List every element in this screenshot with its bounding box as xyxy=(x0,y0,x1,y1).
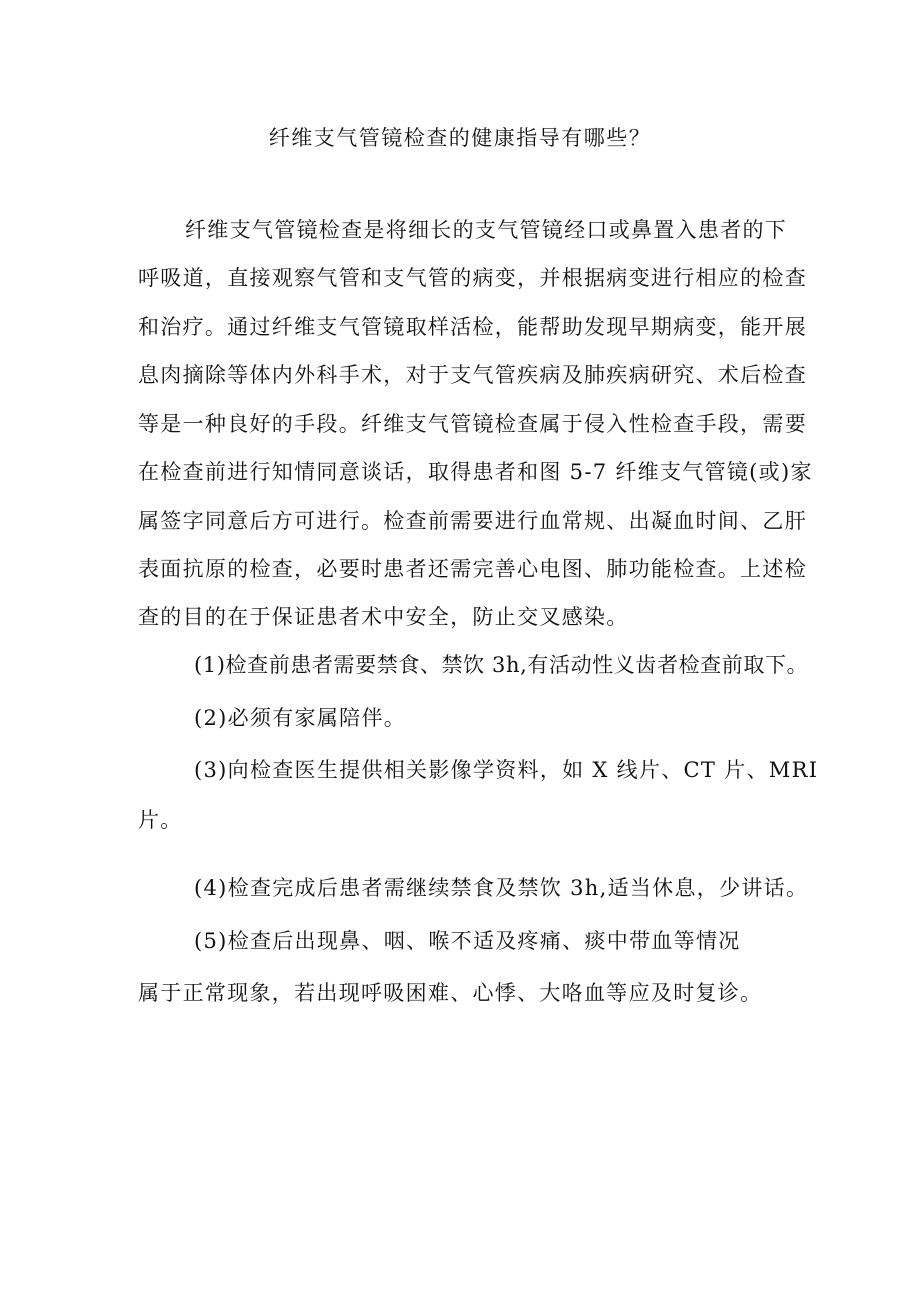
paragraph-line: 表面抗原的检查，必要时患者还需完善心电图、肺功能检查。上述检 xyxy=(138,557,807,581)
list-item-2: (2)必须有家属陪伴。 xyxy=(194,706,407,730)
paragraph-line: 属签字同意后方可进行。检查前需要进行血常规、出凝血时间、乙肝 xyxy=(138,509,807,533)
list-item-4: (4)检查完成后患者需继续禁食及禁饮 3h,适当休息，少讲话。 xyxy=(194,876,809,900)
list-item-1: (1)检查前患者需要禁食、禁饮 3h,有活动性义齿者检查前取下。 xyxy=(194,653,809,677)
paragraph-line: 在检查前进行知情同意谈话，取得患者和图 5-7 纤维支气管镜(或)家 xyxy=(138,460,813,484)
list-item-3-continued: 片。 xyxy=(138,808,183,832)
document-title: 纤维支气管镜检查的健康指导有哪些？ xyxy=(268,126,652,150)
paragraph-line: 等是一种良好的手段。纤维支气管镜检查属于侵入性检查手段，需要 xyxy=(138,412,807,436)
list-item-5: (5)检查后出现鼻、咽、喉不适及疼痛、痰中带血等情况 xyxy=(194,929,741,953)
paragraph-line: 和治疗。通过纤维支气管镜取样活检，能帮助发现早期病变，能开展 xyxy=(138,315,807,339)
list-item-5-continued: 属于正常现象，若出现呼吸困难、心悸、大咯血等应及时复诊。 xyxy=(138,981,763,1005)
list-item-3: (3)向检查医生提供相关影像学资料，如 X 线片、CT 片、MRI xyxy=(194,758,819,782)
paragraph-line: 查的目的在于保证患者术中安全，防止交叉感染。 xyxy=(138,605,629,629)
paragraph-line: 呼吸道，直接观察气管和支气管的病变，并根据病变进行相应的检查 xyxy=(138,266,807,290)
paragraph-line: 纤维支气管镜检查是将细长的支气管镜经口或鼻置入患者的下 xyxy=(185,218,788,242)
paragraph-line: 息肉摘除等体内外科手术，对于支气管疾病及肺疾病研究、术后检查 xyxy=(138,363,807,387)
